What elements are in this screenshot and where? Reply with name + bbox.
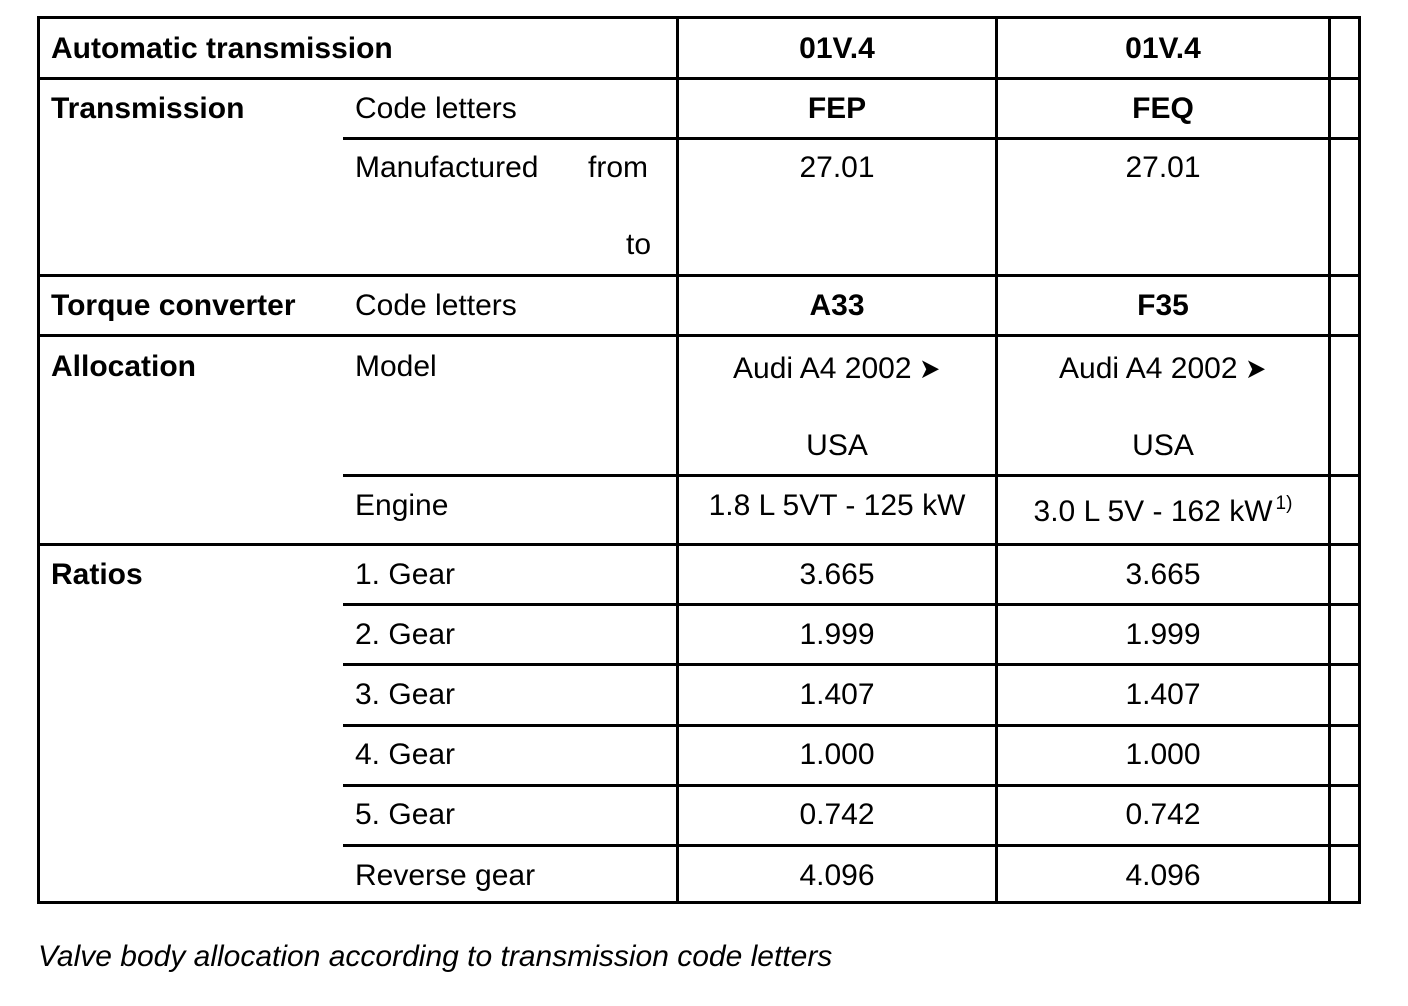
transmission-code-col2: FEQ [1132, 92, 1194, 125]
model-col1-region: USA [806, 429, 868, 462]
engine-col1: 1.8 L 5VT - 125 kW [708, 489, 966, 522]
col-divider-3 [1328, 19, 1331, 901]
table-caption: Valve body allocation according to transmission code letters [38, 940, 833, 973]
model-col2-region: USA [1132, 429, 1194, 462]
model-col1 [679, 352, 995, 386]
ratio-row-label: 4. Gear [355, 738, 456, 771]
header-title: Automatic transmission [51, 32, 393, 65]
engine-col2 [998, 495, 1328, 533]
ratio-row-col1: 3.665 [799, 558, 875, 591]
manufactured-col1: 27.01 [799, 151, 875, 184]
transmission-spec-table [37, 16, 1361, 904]
ratio-row-col1: 1.407 [799, 678, 875, 711]
ratio-row-label: 3. Gear [355, 678, 456, 711]
model-label: Model [355, 350, 437, 383]
ratio-row-col2: 4.096 [1125, 859, 1201, 892]
transmission-code-col1: FEP [807, 92, 867, 125]
ratio-row-col1: 1.000 [799, 738, 875, 771]
manufactured-from: from [588, 151, 648, 184]
row-divider-gear4 [343, 784, 1358, 787]
manufactured-to: to [626, 228, 652, 261]
ratio-row-col1: 0.742 [799, 798, 875, 831]
arrow-right-icon: ➤ [1244, 353, 1266, 384]
row-divider-gear3 [343, 724, 1358, 727]
ratio-row-col1: 4.096 [799, 859, 875, 892]
model-col1-name: Audi A4 2002 [733, 352, 912, 385]
row-divider-gear1 [343, 603, 1358, 606]
torque-code-col2: F35 [1137, 289, 1189, 322]
transmission-code-label: Code letters [355, 92, 517, 125]
manufactured-label: Manufactured [355, 151, 539, 184]
row-divider-transmission [40, 274, 1358, 277]
row-divider-code [343, 137, 1358, 140]
engine-label: Engine [355, 489, 449, 522]
ratio-row-label: 1. Gear [355, 558, 456, 591]
ratio-row-label: Reverse gear [355, 859, 536, 892]
ratio-row-col2: 1.999 [1125, 618, 1201, 651]
ratio-row-col1: 1.999 [799, 618, 875, 651]
section-transmission: Transmission [51, 92, 245, 125]
row-divider-gear5 [343, 844, 1358, 847]
ratio-row-col2: 0.742 [1125, 798, 1201, 831]
arrow-right-icon: ➤ [918, 353, 940, 384]
row-divider-model [343, 474, 1358, 477]
header-col2: 01V.4 [1125, 32, 1201, 65]
ratio-row-col2: 1.407 [1125, 678, 1201, 711]
model-col2 [998, 352, 1328, 386]
row-divider-torque [40, 334, 1358, 337]
torque-code-col1: A33 [809, 289, 865, 322]
engine-col2-value: 3.0 L 5V - 162 kW [1033, 495, 1273, 528]
header-col1: 01V.4 [799, 32, 875, 65]
torque-code-label: Code letters [355, 289, 517, 322]
ratio-row-label: 5. Gear [355, 798, 456, 831]
section-allocation: Allocation [51, 350, 197, 383]
row-divider-allocation [40, 543, 1358, 546]
row-divider-gear2 [343, 663, 1358, 666]
row-divider-header [40, 77, 1358, 80]
model-col2-name: Audi A4 2002 [1059, 352, 1238, 385]
section-ratios: Ratios [51, 558, 143, 591]
ratio-row-col2: 3.665 [1125, 558, 1201, 591]
engine-col2-footnote: 1) [1275, 493, 1293, 514]
manufactured-col2: 27.01 [1125, 151, 1201, 184]
ratio-row-label: 2. Gear [355, 618, 456, 651]
section-torque-converter: Torque converter [51, 289, 296, 322]
ratio-row-col2: 1.000 [1125, 738, 1201, 771]
